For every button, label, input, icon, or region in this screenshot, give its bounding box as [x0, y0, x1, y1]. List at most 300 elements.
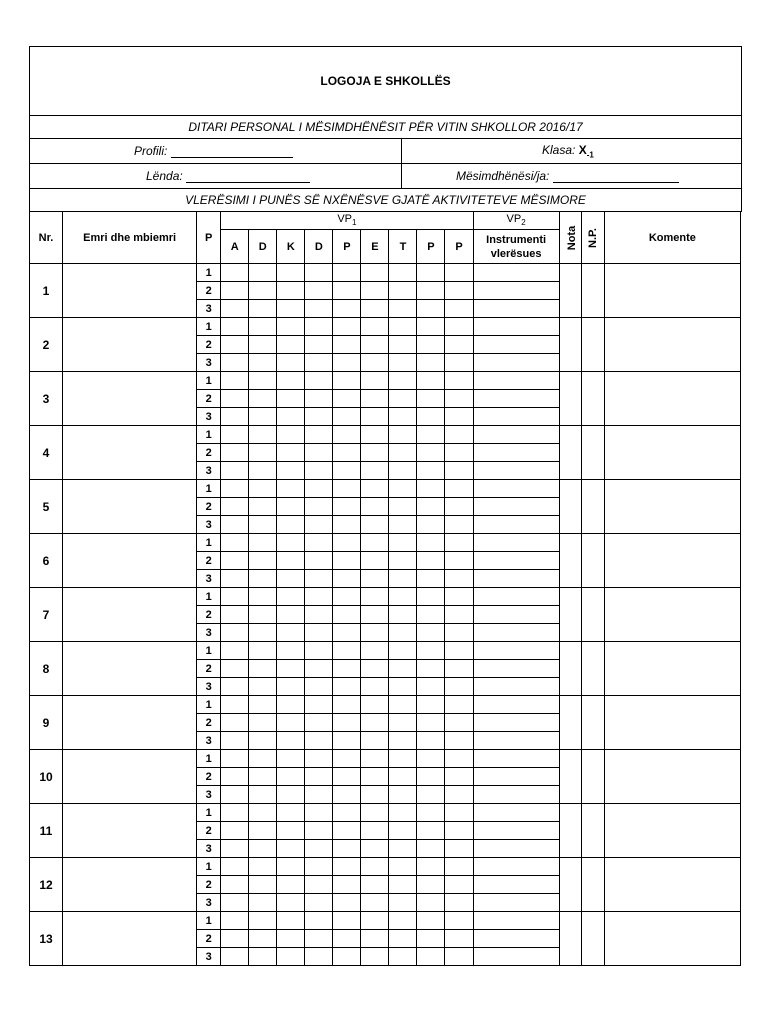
vp1-score-cell[interactable] — [333, 642, 361, 660]
instrument-cell[interactable] — [473, 804, 559, 822]
vp1-score-cell[interactable] — [417, 606, 445, 624]
np-cell[interactable] — [581, 588, 604, 642]
instrument-cell[interactable] — [473, 408, 559, 426]
vp1-score-cell[interactable] — [361, 498, 389, 516]
vp1-score-cell[interactable] — [305, 498, 333, 516]
vp1-score-cell[interactable] — [221, 786, 249, 804]
vp1-score-cell[interactable] — [389, 624, 417, 642]
nota-cell[interactable] — [559, 642, 581, 696]
vp1-score-cell[interactable] — [333, 354, 361, 372]
vp1-score-cell[interactable] — [277, 462, 305, 480]
vp1-score-cell[interactable] — [389, 930, 417, 948]
vp1-score-cell[interactable] — [333, 714, 361, 732]
nota-cell[interactable] — [559, 480, 581, 534]
instrument-cell[interactable] — [473, 660, 559, 678]
vp1-score-cell[interactable] — [389, 336, 417, 354]
student-name-cell[interactable] — [63, 804, 197, 858]
np-cell[interactable] — [581, 480, 604, 534]
vp1-score-cell[interactable] — [361, 588, 389, 606]
vp1-score-cell[interactable] — [249, 426, 277, 444]
student-name-cell[interactable] — [63, 588, 197, 642]
vp1-score-cell[interactable] — [389, 912, 417, 930]
vp1-score-cell[interactable] — [249, 588, 277, 606]
vp1-score-cell[interactable] — [417, 588, 445, 606]
vp1-score-cell[interactable] — [445, 858, 473, 876]
profili-field[interactable] — [30, 139, 402, 164]
vp1-score-cell[interactable] — [305, 894, 333, 912]
vp1-score-cell[interactable] — [417, 480, 445, 498]
komente-cell[interactable] — [604, 264, 740, 318]
vp1-score-cell[interactable] — [249, 804, 277, 822]
vp1-score-cell[interactable] — [389, 264, 417, 282]
student-name-cell[interactable] — [63, 534, 197, 588]
vp1-score-cell[interactable] — [305, 390, 333, 408]
vp1-score-cell[interactable] — [389, 876, 417, 894]
vp1-score-cell[interactable] — [445, 372, 473, 390]
vp1-score-cell[interactable] — [417, 804, 445, 822]
vp1-score-cell[interactable] — [445, 894, 473, 912]
vp1-score-cell[interactable] — [221, 948, 249, 966]
vp1-score-cell[interactable] — [389, 804, 417, 822]
vp1-score-cell[interactable] — [221, 300, 249, 318]
np-cell[interactable] — [581, 642, 604, 696]
vp1-score-cell[interactable] — [277, 390, 305, 408]
komente-cell[interactable] — [604, 480, 740, 534]
nota-cell[interactable] — [559, 426, 581, 480]
nota-cell[interactable] — [559, 318, 581, 372]
vp1-score-cell[interactable] — [221, 534, 249, 552]
vp1-score-cell[interactable] — [221, 858, 249, 876]
vp1-score-cell[interactable] — [417, 858, 445, 876]
instrument-cell[interactable] — [473, 876, 559, 894]
np-cell[interactable] — [581, 318, 604, 372]
vp1-score-cell[interactable] — [445, 426, 473, 444]
instrument-cell[interactable] — [473, 732, 559, 750]
klasa-field[interactable] — [402, 139, 742, 164]
vp1-score-cell[interactable] — [305, 714, 333, 732]
vp1-score-cell[interactable] — [361, 768, 389, 786]
vp1-score-cell[interactable] — [221, 390, 249, 408]
komente-cell[interactable] — [604, 588, 740, 642]
vp1-score-cell[interactable] — [221, 840, 249, 858]
vp1-score-cell[interactable] — [249, 912, 277, 930]
instrument-cell[interactable] — [473, 840, 559, 858]
np-cell[interactable] — [581, 372, 604, 426]
vp1-score-cell[interactable] — [333, 552, 361, 570]
student-name-cell[interactable] — [63, 912, 197, 966]
vp1-score-cell[interactable] — [417, 354, 445, 372]
vp1-score-cell[interactable] — [277, 876, 305, 894]
vp1-score-cell[interactable] — [249, 534, 277, 552]
vp1-score-cell[interactable] — [305, 516, 333, 534]
vp1-score-cell[interactable] — [277, 858, 305, 876]
vp1-score-cell[interactable] — [417, 714, 445, 732]
instrument-cell[interactable] — [473, 696, 559, 714]
vp1-score-cell[interactable] — [277, 822, 305, 840]
vp1-score-cell[interactable] — [277, 444, 305, 462]
instrument-cell[interactable] — [473, 912, 559, 930]
vp1-score-cell[interactable] — [417, 552, 445, 570]
vp1-score-cell[interactable] — [277, 570, 305, 588]
profili-blank[interactable] — [171, 145, 293, 158]
vp1-score-cell[interactable] — [417, 768, 445, 786]
instrument-cell[interactable] — [473, 462, 559, 480]
nota-cell[interactable] — [559, 750, 581, 804]
vp1-score-cell[interactable] — [361, 354, 389, 372]
vp1-score-cell[interactable] — [221, 354, 249, 372]
vp1-score-cell[interactable] — [389, 426, 417, 444]
vp1-score-cell[interactable] — [445, 750, 473, 768]
vp1-score-cell[interactable] — [249, 336, 277, 354]
vp1-score-cell[interactable] — [249, 552, 277, 570]
vp1-score-cell[interactable] — [221, 894, 249, 912]
vp1-score-cell[interactable] — [445, 930, 473, 948]
np-cell[interactable] — [581, 264, 604, 318]
vp1-score-cell[interactable] — [305, 822, 333, 840]
vp1-score-cell[interactable] — [333, 948, 361, 966]
vp1-score-cell[interactable] — [445, 264, 473, 282]
vp1-score-cell[interactable] — [333, 840, 361, 858]
vp1-score-cell[interactable] — [277, 804, 305, 822]
vp1-score-cell[interactable] — [305, 642, 333, 660]
vp1-score-cell[interactable] — [333, 822, 361, 840]
vp1-score-cell[interactable] — [221, 498, 249, 516]
vp1-score-cell[interactable] — [333, 444, 361, 462]
vp1-score-cell[interactable] — [417, 912, 445, 930]
vp1-score-cell[interactable] — [417, 498, 445, 516]
instrument-cell[interactable] — [473, 516, 559, 534]
vp1-score-cell[interactable] — [445, 408, 473, 426]
vp1-score-cell[interactable] — [389, 570, 417, 588]
vp1-score-cell[interactable] — [361, 822, 389, 840]
vp1-score-cell[interactable] — [389, 390, 417, 408]
vp1-score-cell[interactable] — [305, 408, 333, 426]
vp1-score-cell[interactable] — [389, 444, 417, 462]
vp1-score-cell[interactable] — [417, 948, 445, 966]
vp1-score-cell[interactable] — [389, 282, 417, 300]
vp1-score-cell[interactable] — [445, 390, 473, 408]
vp1-score-cell[interactable] — [333, 426, 361, 444]
vp1-score-cell[interactable] — [361, 804, 389, 822]
vp1-score-cell[interactable] — [277, 552, 305, 570]
vp1-score-cell[interactable] — [417, 786, 445, 804]
instrument-cell[interactable] — [473, 498, 559, 516]
vp1-score-cell[interactable] — [445, 354, 473, 372]
student-name-cell[interactable] — [63, 696, 197, 750]
instrument-cell[interactable] — [473, 444, 559, 462]
vp1-score-cell[interactable] — [389, 642, 417, 660]
vp1-score-cell[interactable] — [249, 768, 277, 786]
vp1-score-cell[interactable] — [249, 624, 277, 642]
nota-cell[interactable] — [559, 804, 581, 858]
vp1-score-cell[interactable] — [389, 552, 417, 570]
vp1-score-cell[interactable] — [361, 462, 389, 480]
vp1-score-cell[interactable] — [361, 858, 389, 876]
vp1-score-cell[interactable] — [305, 336, 333, 354]
vp1-score-cell[interactable] — [333, 264, 361, 282]
vp1-score-cell[interactable] — [417, 300, 445, 318]
student-name-cell[interactable] — [63, 642, 197, 696]
nota-cell[interactable] — [559, 588, 581, 642]
vp1-score-cell[interactable] — [305, 750, 333, 768]
vp1-score-cell[interactable] — [333, 678, 361, 696]
vp1-score-cell[interactable] — [417, 930, 445, 948]
instrument-cell[interactable] — [473, 822, 559, 840]
vp1-score-cell[interactable] — [333, 498, 361, 516]
nota-cell[interactable] — [559, 696, 581, 750]
instrument-cell[interactable] — [473, 606, 559, 624]
vp1-score-cell[interactable] — [361, 426, 389, 444]
vp1-score-cell[interactable] — [277, 624, 305, 642]
vp1-score-cell[interactable] — [249, 444, 277, 462]
vp1-score-cell[interactable] — [361, 534, 389, 552]
vp1-score-cell[interactable] — [417, 732, 445, 750]
vp1-score-cell[interactable] — [249, 498, 277, 516]
vp1-score-cell[interactable] — [305, 426, 333, 444]
vp1-score-cell[interactable] — [333, 336, 361, 354]
vp1-score-cell[interactable] — [305, 570, 333, 588]
vp1-score-cell[interactable] — [445, 282, 473, 300]
vp1-score-cell[interactable] — [445, 642, 473, 660]
vp1-score-cell[interactable] — [305, 444, 333, 462]
vp1-score-cell[interactable] — [277, 948, 305, 966]
instrument-cell[interactable] — [473, 282, 559, 300]
vp1-score-cell[interactable] — [389, 714, 417, 732]
vp1-score-cell[interactable] — [389, 840, 417, 858]
vp1-score-cell[interactable] — [417, 570, 445, 588]
vp1-score-cell[interactable] — [305, 768, 333, 786]
vp1-score-cell[interactable] — [305, 930, 333, 948]
nota-cell[interactable] — [559, 912, 581, 966]
vp1-score-cell[interactable] — [221, 462, 249, 480]
lenda-field[interactable] — [30, 164, 402, 189]
vp1-score-cell[interactable] — [389, 408, 417, 426]
vp1-score-cell[interactable] — [333, 732, 361, 750]
instrument-cell[interactable] — [473, 264, 559, 282]
vp1-score-cell[interactable] — [249, 300, 277, 318]
vp1-score-cell[interactable] — [221, 336, 249, 354]
vp1-score-cell[interactable] — [277, 264, 305, 282]
vp1-score-cell[interactable] — [445, 570, 473, 588]
vp1-score-cell[interactable] — [361, 840, 389, 858]
vp1-score-cell[interactable] — [277, 912, 305, 930]
vp1-score-cell[interactable] — [333, 462, 361, 480]
vp1-score-cell[interactable] — [221, 480, 249, 498]
vp1-score-cell[interactable] — [277, 840, 305, 858]
instrument-cell[interactable] — [473, 426, 559, 444]
vp1-score-cell[interactable] — [333, 480, 361, 498]
vp1-score-cell[interactable] — [221, 570, 249, 588]
instrument-cell[interactable] — [473, 714, 559, 732]
vp1-score-cell[interactable] — [361, 318, 389, 336]
vp1-score-cell[interactable] — [361, 516, 389, 534]
vp1-score-cell[interactable] — [445, 732, 473, 750]
vp1-score-cell[interactable] — [277, 750, 305, 768]
vp1-score-cell[interactable] — [305, 660, 333, 678]
vp1-score-cell[interactable] — [389, 786, 417, 804]
instrument-cell[interactable] — [473, 372, 559, 390]
vp1-score-cell[interactable] — [305, 948, 333, 966]
vp1-score-cell[interactable] — [249, 372, 277, 390]
vp1-score-cell[interactable] — [333, 876, 361, 894]
vp1-score-cell[interactable] — [445, 714, 473, 732]
komente-cell[interactable] — [604, 372, 740, 426]
vp1-score-cell[interactable] — [249, 390, 277, 408]
vp1-score-cell[interactable] — [361, 786, 389, 804]
vp1-score-cell[interactable] — [305, 318, 333, 336]
vp1-score-cell[interactable] — [417, 678, 445, 696]
instrument-cell[interactable] — [473, 336, 559, 354]
vp1-score-cell[interactable] — [333, 786, 361, 804]
vp1-score-cell[interactable] — [333, 282, 361, 300]
vp1-score-cell[interactable] — [417, 282, 445, 300]
vp1-score-cell[interactable] — [445, 876, 473, 894]
vp1-score-cell[interactable] — [361, 390, 389, 408]
vp1-score-cell[interactable] — [445, 822, 473, 840]
vp1-score-cell[interactable] — [305, 606, 333, 624]
vp1-score-cell[interactable] — [389, 678, 417, 696]
vp1-score-cell[interactable] — [417, 894, 445, 912]
vp1-score-cell[interactable] — [249, 480, 277, 498]
np-cell[interactable] — [581, 750, 604, 804]
vp1-score-cell[interactable] — [305, 786, 333, 804]
vp1-score-cell[interactable] — [361, 300, 389, 318]
vp1-score-cell[interactable] — [249, 714, 277, 732]
vp1-score-cell[interactable] — [221, 912, 249, 930]
instrument-cell[interactable] — [473, 552, 559, 570]
vp1-score-cell[interactable] — [389, 858, 417, 876]
vp1-score-cell[interactable] — [445, 804, 473, 822]
vp1-score-cell[interactable] — [361, 408, 389, 426]
instrument-cell[interactable] — [473, 750, 559, 768]
vp1-score-cell[interactable] — [249, 894, 277, 912]
vp1-score-cell[interactable] — [221, 696, 249, 714]
vp1-score-cell[interactable] — [361, 552, 389, 570]
komente-cell[interactable] — [604, 696, 740, 750]
instrument-cell[interactable] — [473, 858, 559, 876]
vp1-score-cell[interactable] — [305, 804, 333, 822]
vp1-score-cell[interactable] — [333, 318, 361, 336]
student-name-cell[interactable] — [63, 426, 197, 480]
np-cell[interactable] — [581, 426, 604, 480]
vp1-score-cell[interactable] — [445, 534, 473, 552]
vp1-score-cell[interactable] — [361, 894, 389, 912]
vp1-score-cell[interactable] — [249, 660, 277, 678]
vp1-score-cell[interactable] — [361, 264, 389, 282]
vp1-score-cell[interactable] — [445, 336, 473, 354]
vp1-score-cell[interactable] — [249, 282, 277, 300]
vp1-score-cell[interactable] — [361, 642, 389, 660]
vp1-score-cell[interactable] — [221, 318, 249, 336]
vp1-score-cell[interactable] — [417, 264, 445, 282]
vp1-score-cell[interactable] — [305, 282, 333, 300]
vp1-score-cell[interactable] — [389, 516, 417, 534]
vp1-score-cell[interactable] — [277, 408, 305, 426]
vp1-score-cell[interactable] — [445, 948, 473, 966]
vp1-score-cell[interactable] — [277, 894, 305, 912]
vp1-score-cell[interactable] — [221, 876, 249, 894]
vp1-score-cell[interactable] — [249, 606, 277, 624]
vp1-score-cell[interactable] — [389, 534, 417, 552]
vp1-score-cell[interactable] — [389, 372, 417, 390]
vp1-score-cell[interactable] — [249, 696, 277, 714]
vp1-score-cell[interactable] — [361, 750, 389, 768]
vp1-score-cell[interactable] — [249, 732, 277, 750]
vp1-score-cell[interactable] — [221, 678, 249, 696]
vp1-score-cell[interactable] — [221, 624, 249, 642]
vp1-score-cell[interactable] — [445, 498, 473, 516]
vp1-score-cell[interactable] — [277, 930, 305, 948]
vp1-score-cell[interactable] — [417, 660, 445, 678]
vp1-score-cell[interactable] — [277, 696, 305, 714]
vp1-score-cell[interactable] — [305, 912, 333, 930]
vp1-score-cell[interactable] — [333, 408, 361, 426]
instrument-cell[interactable] — [473, 678, 559, 696]
vp1-score-cell[interactable] — [333, 750, 361, 768]
vp1-score-cell[interactable] — [389, 948, 417, 966]
vp1-score-cell[interactable] — [389, 498, 417, 516]
vp1-score-cell[interactable] — [221, 930, 249, 948]
instrument-cell[interactable] — [473, 570, 559, 588]
vp1-score-cell[interactable] — [221, 588, 249, 606]
vp1-score-cell[interactable] — [333, 570, 361, 588]
vp1-score-cell[interactable] — [417, 516, 445, 534]
vp1-score-cell[interactable] — [277, 354, 305, 372]
vp1-score-cell[interactable] — [445, 768, 473, 786]
vp1-score-cell[interactable] — [249, 750, 277, 768]
mesimdhenesi-blank[interactable] — [553, 170, 679, 183]
vp1-score-cell[interactable] — [389, 318, 417, 336]
vp1-score-cell[interactable] — [389, 606, 417, 624]
vp1-score-cell[interactable] — [333, 624, 361, 642]
vp1-score-cell[interactable] — [333, 930, 361, 948]
vp1-score-cell[interactable] — [221, 606, 249, 624]
vp1-score-cell[interactable] — [221, 264, 249, 282]
vp1-score-cell[interactable] — [249, 354, 277, 372]
vp1-score-cell[interactable] — [305, 300, 333, 318]
vp1-score-cell[interactable] — [305, 354, 333, 372]
vp1-score-cell[interactable] — [417, 624, 445, 642]
instrument-cell[interactable] — [473, 300, 559, 318]
vp1-score-cell[interactable] — [249, 408, 277, 426]
vp1-score-cell[interactable] — [389, 750, 417, 768]
vp1-score-cell[interactable] — [277, 642, 305, 660]
vp1-score-cell[interactable] — [417, 444, 445, 462]
vp1-score-cell[interactable] — [361, 282, 389, 300]
vp1-score-cell[interactable] — [305, 696, 333, 714]
vp1-score-cell[interactable] — [445, 678, 473, 696]
vp1-score-cell[interactable] — [277, 372, 305, 390]
vp1-score-cell[interactable] — [333, 912, 361, 930]
instrument-cell[interactable] — [473, 354, 559, 372]
vp1-score-cell[interactable] — [249, 516, 277, 534]
vp1-score-cell[interactable] — [221, 408, 249, 426]
vp1-score-cell[interactable] — [221, 750, 249, 768]
vp1-score-cell[interactable] — [445, 588, 473, 606]
vp1-score-cell[interactable] — [277, 516, 305, 534]
vp1-score-cell[interactable] — [389, 462, 417, 480]
np-cell[interactable] — [581, 696, 604, 750]
vp1-score-cell[interactable] — [221, 660, 249, 678]
vp1-score-cell[interactable] — [249, 876, 277, 894]
vp1-score-cell[interactable] — [417, 696, 445, 714]
vp1-score-cell[interactable] — [333, 858, 361, 876]
vp1-score-cell[interactable] — [445, 480, 473, 498]
vp1-score-cell[interactable] — [361, 606, 389, 624]
vp1-score-cell[interactable] — [445, 552, 473, 570]
vp1-score-cell[interactable] — [305, 876, 333, 894]
np-cell[interactable] — [581, 804, 604, 858]
